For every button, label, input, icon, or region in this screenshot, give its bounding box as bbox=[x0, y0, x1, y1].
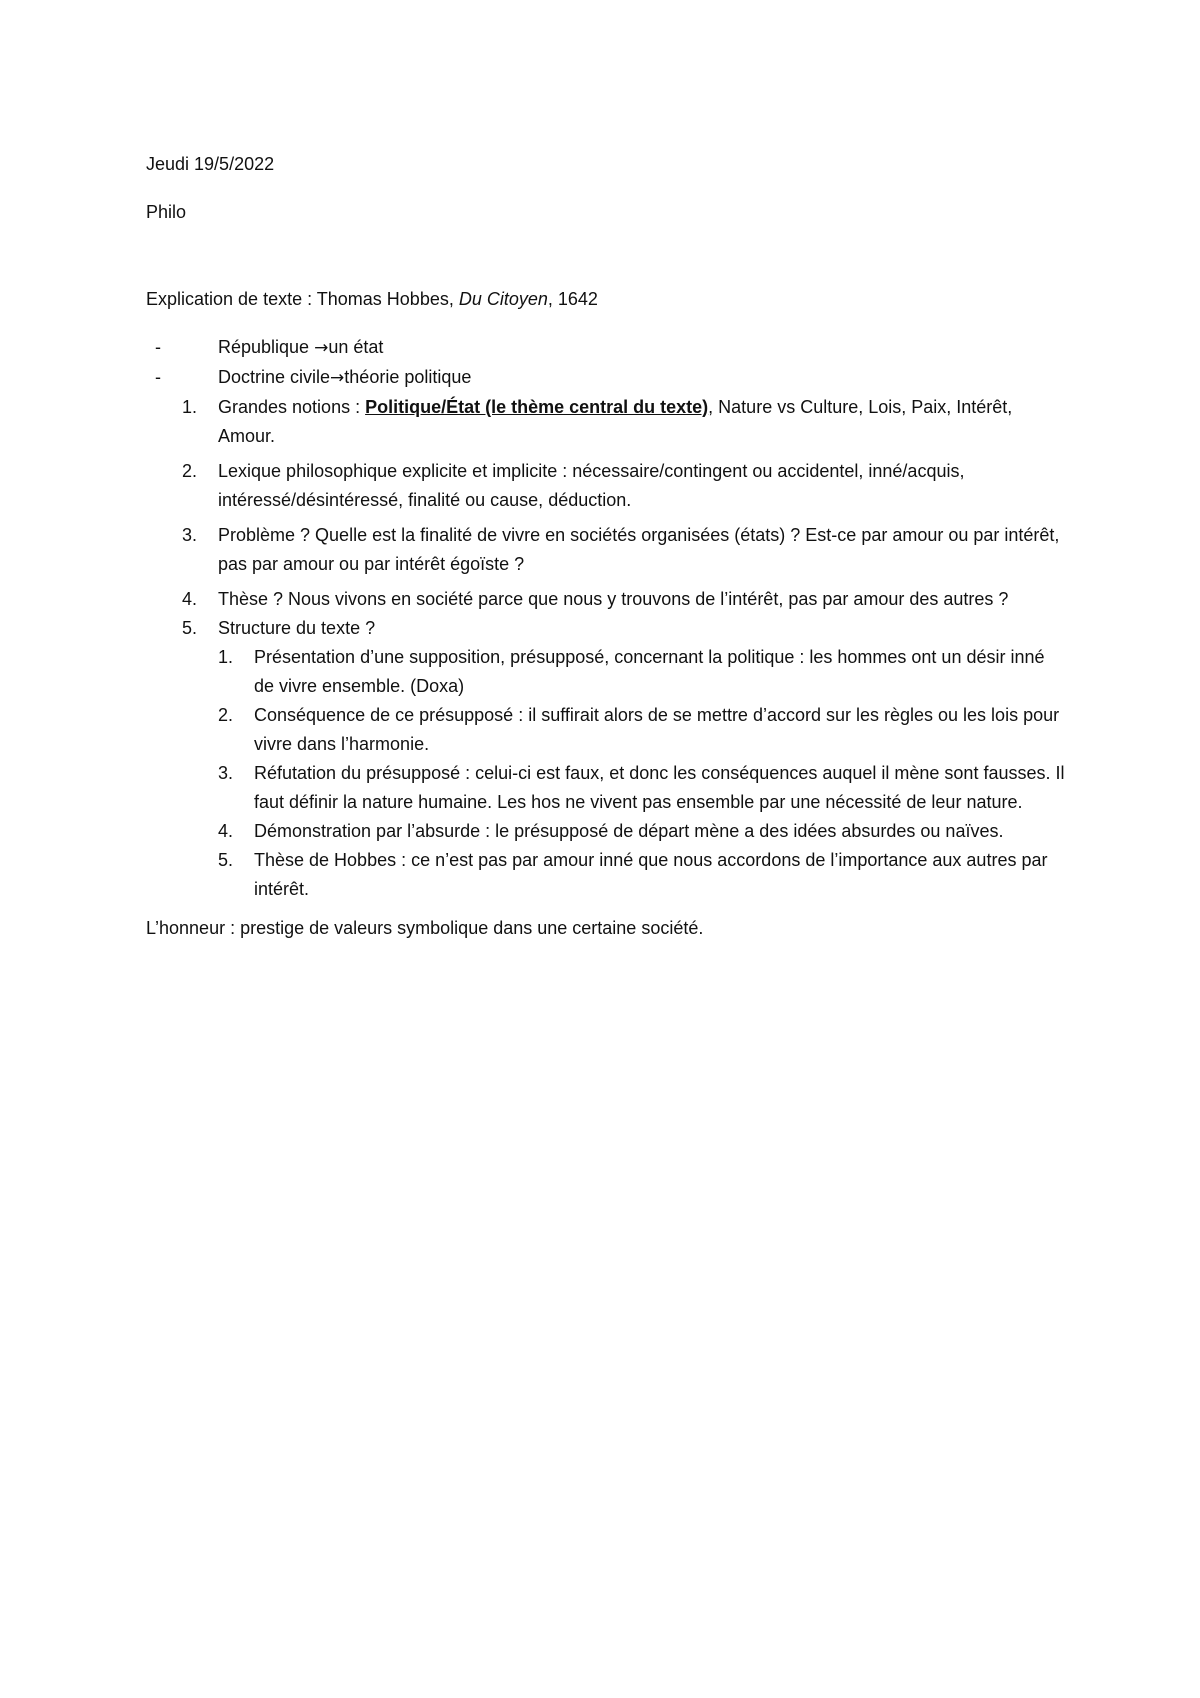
dash-item-text-after: un état bbox=[328, 337, 384, 357]
structure-item bbox=[218, 759, 1066, 817]
item-text: Lexique philosophique explicite et implicite : nécessaire/contingent ou accidentel, inné/acquis, intéressé/désintéressé, finalité ou cause, déduction. bbox=[218, 461, 965, 510]
list-number: 2. bbox=[182, 461, 198, 481]
closing-definition: L’honneur : prestige de valeurs symbolique dans une certaine société. bbox=[146, 918, 704, 938]
sub-item-text: Thèse de Hobbes : ce n’est pas par amour inné que nous accordons de l’importance aux autres par intérêt. bbox=[254, 850, 1048, 899]
numbered-item-lexique bbox=[146, 457, 1066, 515]
dash-item-text-after: théorie politique bbox=[344, 367, 472, 387]
date-line: Jeudi 19/5/2022 bbox=[146, 154, 275, 174]
structure-item bbox=[218, 846, 1066, 904]
list-number: 3. bbox=[182, 525, 198, 545]
sub-list-number: 3. bbox=[218, 763, 234, 783]
dash-list bbox=[146, 333, 1066, 393]
sub-list-number: 4. bbox=[218, 821, 234, 841]
dash-item-doctrine bbox=[146, 363, 1066, 393]
numbered-item-probleme bbox=[146, 521, 1066, 579]
item-label: Grandes notions : bbox=[218, 397, 366, 417]
heading-prefix: Explication de texte : Thomas Hobbes, bbox=[146, 289, 459, 309]
item-text: Problème ? Quelle est la finalité de vivre en sociétés organisées (états) ? Est-ce par amour ou par intérêt, pas par amour ou par intérêt égoïste ? bbox=[218, 525, 1060, 574]
item-text: Thèse ? Nous vivons en société parce que nous y trouvons de l’intérêt, pas par amour des autres ? bbox=[218, 589, 1009, 609]
sub-item-text: Réfutation du présupposé : celui-ci est faux, et donc les conséquences auquel il mène sont fausses. Il faut définir la nature humaine. Les hos ne vivent pas ensemble par une nécessité de leur nature. bbox=[254, 763, 1065, 812]
sub-item-text: Présentation d’une supposition, présupposé, concernant la politique : les hommes ont un désir inné de vivre ensemble. (Doxa) bbox=[254, 647, 1045, 696]
subject-line: Philo bbox=[146, 202, 187, 222]
numbered-item-notions bbox=[146, 393, 1066, 451]
sub-item-text: Conséquence de ce présupposé : il suffirait alors de se mettre d’accord sur les règles ou les lois pour vivre dans l’harmonie. bbox=[254, 705, 1060, 754]
list-number: 4. bbox=[182, 589, 198, 609]
structure-item bbox=[218, 701, 1066, 759]
sub-item-text: Démonstration par l’absurde : le présupposé de départ mène a des idées absurdes ou naïves. bbox=[254, 821, 1004, 841]
item-emphasis: Politique/État (le thème central du texte) bbox=[365, 397, 709, 417]
sub-list-number: 1. bbox=[218, 647, 234, 667]
document-body bbox=[146, 150, 1066, 943]
list-number: 5. bbox=[182, 618, 198, 638]
dash-item-text-before: Doctrine civile bbox=[218, 367, 331, 387]
numbered-item-these bbox=[146, 585, 1066, 614]
text-explanation-heading bbox=[146, 285, 1066, 314]
numbered-item-structure bbox=[146, 614, 1066, 904]
structure-item bbox=[218, 817, 1066, 846]
arrow-right-icon: → bbox=[330, 368, 345, 388]
dash-item-text-before: République bbox=[218, 337, 315, 357]
item-text: Structure du texte ? bbox=[218, 618, 376, 638]
arrow-right-icon: → bbox=[314, 338, 329, 358]
heading-work-title: Du Citoyen bbox=[458, 289, 548, 309]
dash-marker: - bbox=[155, 367, 161, 387]
heading-suffix: , 1642 bbox=[547, 289, 598, 309]
sub-list-number: 5. bbox=[218, 850, 234, 870]
numbered-list bbox=[146, 393, 1066, 904]
structure-item bbox=[218, 643, 1066, 701]
sub-list-number: 2. bbox=[218, 705, 234, 725]
list-number: 1. bbox=[182, 397, 198, 417]
structure-sublist bbox=[218, 643, 1066, 904]
item-text: , Nature vs Culture, Lois, Paix, Intérêt, Amour. bbox=[218, 397, 1013, 446]
dash-marker: - bbox=[155, 337, 161, 357]
dash-item-republique bbox=[146, 333, 1066, 363]
